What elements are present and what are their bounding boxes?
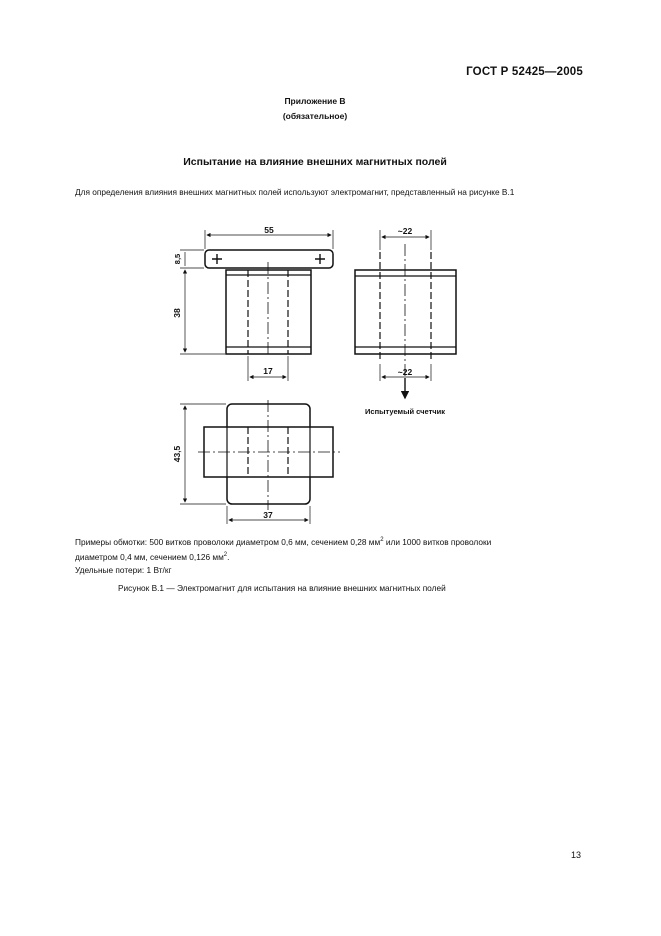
plan-view	[180, 400, 340, 524]
dim-height: 38	[172, 308, 182, 318]
document-header: ГОСТ Р 52425—2005	[466, 66, 583, 78]
dim-side-top: ~22	[397, 226, 413, 236]
dim-plan-height: 43,5	[172, 445, 182, 463]
notes	[75, 534, 583, 577]
notes-line-3: Удельные потери: 1 Вт/кг	[75, 564, 172, 575]
dim-core: 17	[263, 366, 273, 376]
dim-plan-width: 37	[263, 510, 273, 520]
notes-line-2-sup: 2	[223, 551, 228, 558]
intro-paragraph	[75, 186, 583, 199]
meter-label: Испытуемый счетчик	[365, 407, 445, 416]
notes-line-1-sup: 2	[380, 537, 384, 543]
notes-line-2-text: диаметром 0,4 мм, сечением 0,126 мм	[75, 551, 224, 562]
front-view	[180, 230, 333, 381]
figure-caption: Рисунок В.1 — Электромагнит для испытания на влияние внешних магнитных полей	[118, 583, 446, 593]
intro-text: Для определения влияния внешних магнитных полей используют электромагнит, представленный на рисунке В.1	[75, 187, 515, 197]
dim-plate: 8,5	[173, 253, 182, 265]
electromagnet-drawing	[0, 215, 661, 525]
dim-width-top: 55	[264, 225, 274, 235]
page-number: 13	[570, 850, 581, 860]
appendix-status: (обязательное)	[282, 111, 348, 121]
notes-line-2	[75, 549, 583, 564]
notes-line-1-text: Примеры обмотки: 500 витков проволоки диаметром 0,6 мм, сечением 0,28 мм	[75, 536, 381, 547]
dim-side-bottom: ~22	[397, 367, 413, 377]
notes-line-1-tail: или 1000 витков проволоки	[383, 536, 492, 547]
notes-line-1	[75, 534, 583, 549]
appendix-title: Приложение В	[284, 96, 346, 106]
section-title: Испытание на влияние внешних магнитных полей	[183, 156, 447, 168]
notes-line-2-tail: .	[227, 551, 230, 562]
